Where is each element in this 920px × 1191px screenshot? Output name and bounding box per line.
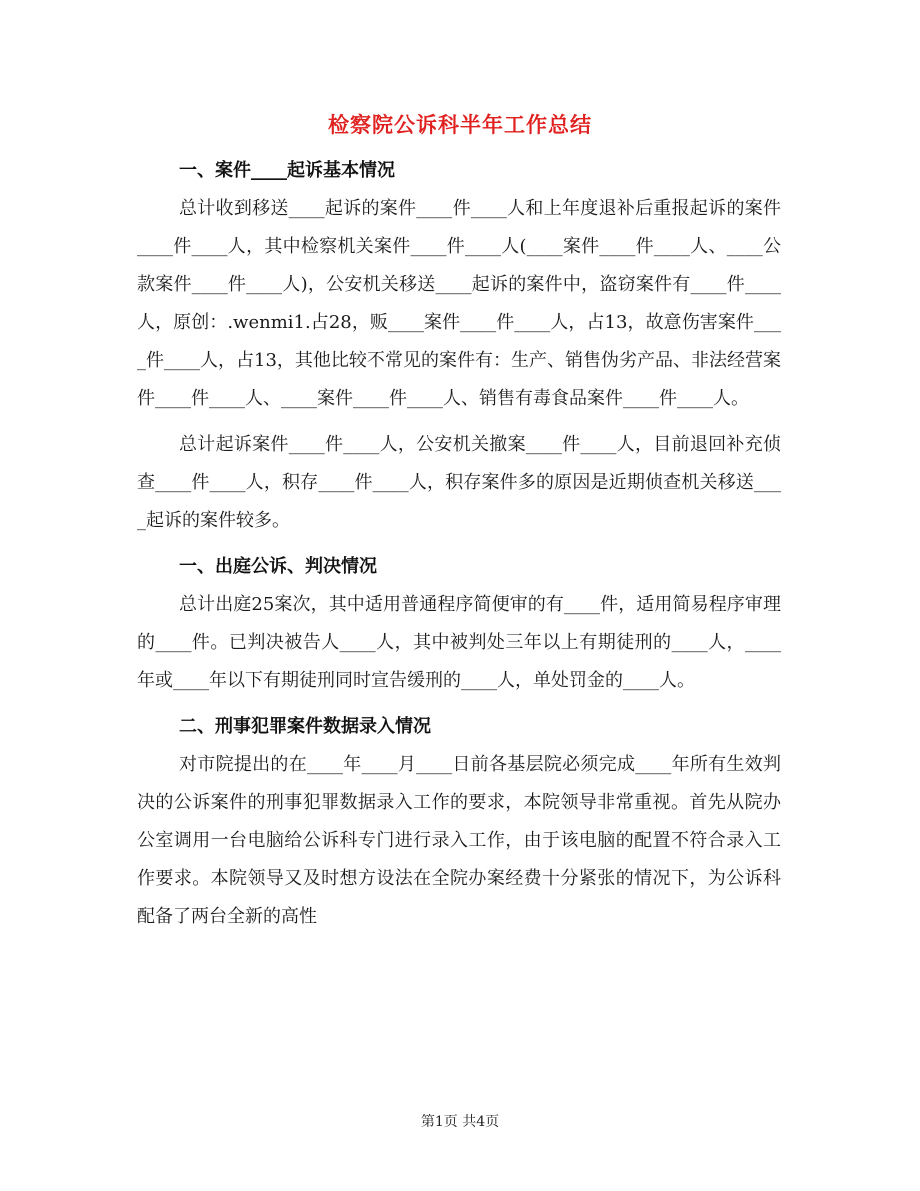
section-heading-data-entry: 二、刑事犯罪案件数据录入情况	[179, 716, 431, 737]
paragraph-court-judgment: 总计出庭25案次，其中适用普通程序简便审的有____件，适用简易程序审理的____件。已判决被告人____人，其中被判处三年以上有期徒刑的____人，____年或____年以下有期徒刑同时宣告缓刑的____人，单处罚金的____人。	[137, 594, 781, 691]
document-title: 检察院公诉科半年工作总结	[328, 112, 592, 137]
section-heading-court-judgment: 一、出庭公诉、判决情况	[179, 556, 377, 577]
paragraph-case-receipt: 总计收到移送____起诉的案件____件____人和上年度退补后重报起诉的案件____件____人，其中检察机关案件____件____人(____案件____件____人、____公款案件____件____人)，公安机关移送____起诉的案件中，盗窃案件有____件____人，原创：.wenmi1.占28，贩____案件____件____人，占13，故意伤害案件____件____人，占13，其他比较不常见的案件有：生产、销售伪劣产品、非法经营案件____件____人、____案件____件____人、销售有毒食品案件____件____人。	[137, 198, 781, 409]
page-number-footer: 第1页 共4页	[420, 1114, 500, 1130]
paragraph-case-prosecution-totals: 总计起诉案件____件____人，公安机关撤案____件____人，目前退回补充侦查____件____人，积存____件____人，积存案件多的原因是近期侦查机关移送____起诉的案件较多。	[137, 434, 781, 531]
section-heading-case-prosecution: 一、案件____起诉基本情况	[179, 160, 395, 181]
document-body	[137, 152, 781, 944]
paragraph-data-entry: 对市院提出的在____年____月____日前各基层院必须完成____年所有生效判决的公诉案件的刑事犯罪数据录入工作的要求，本院领导非常重视。首先从院办公室调用一台电脑给公诉科专门进行录入工作，由于该电脑的配置不符合录入工作要求。本院领导又及时想方设法在全院办案经费十分紧张的情况下，为公诉科配备了两台全新的高性	[137, 754, 781, 927]
